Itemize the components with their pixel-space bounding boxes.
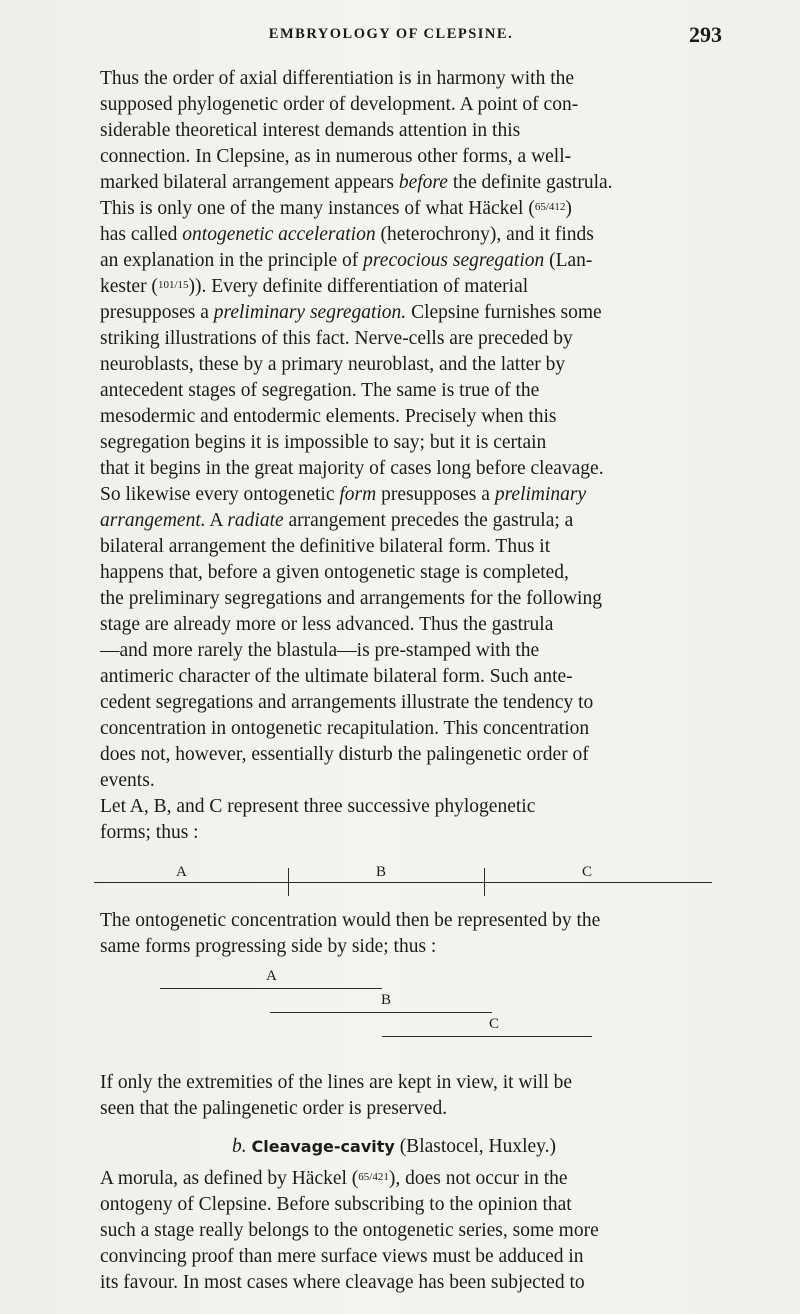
overlapping-forms-diagram — [76, 960, 712, 1070]
text-line: siderable theoretical interest demands attention in this — [100, 120, 521, 141]
section-number: b. — [231, 1136, 247, 1157]
text-line: that it begins in the great majority of cases long before cleavage. — [100, 458, 604, 479]
text-run: arrangement precedes the gastrula; a — [283, 510, 574, 531]
text-run: presupposes a — [100, 302, 214, 323]
text-run: the definite gastrula. — [447, 172, 613, 193]
text-run: A morula, as defined by Häckel ( — [100, 1168, 359, 1189]
text-line: —and more rarely the blastula—is pre-stamped with the — [100, 640, 540, 661]
text-line — [76, 482, 712, 508]
italic-text: arrangement. — [100, 510, 206, 531]
label-b: B — [376, 864, 387, 880]
text-line: its favour. In most cases where cleavage has been subjected to — [100, 1272, 585, 1293]
label-b: B — [381, 992, 392, 1008]
section-subtitle: (Blastocel, Huxley.) — [399, 1136, 557, 1157]
text-line: supposed phylogenetic order of development. A point of con- — [100, 94, 579, 115]
successive-forms-diagram — [76, 846, 712, 908]
paragraph-successive-forms — [76, 794, 712, 846]
line-b — [288, 882, 484, 883]
italic-text: preliminary segregation. — [213, 302, 407, 323]
text-line: cedent segregations and arrangements illustrate the tendency to — [100, 692, 594, 713]
text-line: forms; thus : — [100, 822, 199, 843]
text-run: ), does not occur in the — [388, 1168, 568, 1189]
text-line: ontogeny of Clepsine. Before subscribing to the opinion that — [100, 1194, 572, 1215]
line-c — [382, 1036, 592, 1037]
italic-text: before — [398, 172, 448, 193]
line-a — [94, 882, 288, 883]
text-run: marked bilateral arrangement appears — [100, 172, 399, 193]
text-run: (Lan- — [544, 250, 593, 271]
text-line: mesodermic and entodermic elements. Precisely when this — [100, 406, 557, 427]
italic-text: precocious segregation — [363, 250, 545, 271]
reference-fraction: 65/421 — [358, 1171, 389, 1183]
paragraph-extremities — [76, 1070, 712, 1122]
text-run: presupposes a — [376, 484, 495, 505]
label-a: A — [266, 968, 277, 984]
reference-fraction: 65/412 — [534, 201, 566, 213]
line-b — [270, 1012, 492, 1013]
italic-text: form — [339, 484, 377, 505]
text-line: antimeric character of the ultimate bilateral form. Such ante- — [100, 666, 573, 687]
label-c: C — [489, 1016, 500, 1032]
text-line: concentration in ontogenetic recapitulation. This concentration — [100, 718, 590, 739]
page-header — [70, 22, 722, 50]
text-line — [76, 196, 712, 222]
paragraph-morula — [76, 1166, 712, 1296]
text-run: This is only one of the many instances of what Häckel ( — [100, 198, 535, 219]
text-line: does not, however, essentially disturb the palingenetic order of — [100, 744, 589, 765]
text-line: the preliminary segregations and arrangements for the following — [100, 588, 602, 609]
text-line: seen that the palingenetic order is preserved. — [100, 1098, 448, 1119]
text-line: Thus the order of axial differentiation is in harmony with the — [100, 68, 575, 89]
text-run: Clepsine furnishes some — [406, 302, 602, 323]
section-title: Cleavage-cavity — [251, 1137, 395, 1156]
text-line: bilateral arrangement the definitive bilateral form. Thus it — [100, 536, 551, 557]
text-run: )). Every definite differentiation of material — [188, 276, 529, 297]
label-c: C — [582, 864, 593, 880]
italic-text: preliminary — [494, 484, 587, 505]
text-line: antecedent stages of segregation. The same is true of the — [100, 380, 540, 401]
text-line: If only the extremities of the lines are kept in view, it will be — [100, 1072, 573, 1093]
text-line — [76, 248, 712, 274]
text-run: an explanation in the principle of — [100, 250, 364, 271]
line-c — [484, 882, 712, 883]
paragraph-ontogenetic-concentration — [76, 908, 712, 960]
text-run: (heterochrony), and it finds — [375, 224, 594, 245]
page-body — [76, 66, 712, 1296]
italic-text: ontogenetic acceleration — [182, 224, 376, 245]
text-line: connection. In Clepsine, as in numerous other forms, a well- — [100, 146, 572, 167]
text-line — [76, 274, 712, 300]
text-line: such a stage really belongs to the ontogenetic series, some more — [100, 1220, 599, 1241]
running-head: EMBRYOLOGY OF CLEPSINE. — [268, 26, 514, 42]
text-line: striking illustrations of this fact. Nerve-cells are preceded by — [100, 328, 573, 349]
text-line — [76, 300, 712, 326]
text-line — [76, 1166, 712, 1192]
text-run: A — [205, 510, 228, 531]
text-line: segregation begins it is impossible to say; but it is certain — [100, 432, 547, 453]
label-a: A — [176, 864, 187, 880]
text-line: The ontogenetic concentration would then be represented by the — [100, 910, 601, 931]
section-heading — [76, 1134, 712, 1160]
text-run: kester ( — [100, 276, 158, 297]
reference-fraction: 101/15 — [157, 279, 189, 291]
text-line: stage are already more or less advanced. Thus the gastrula — [100, 614, 554, 635]
italic-text: radiate — [227, 510, 284, 531]
text-line — [76, 170, 712, 196]
text-run: has called — [100, 224, 183, 245]
text-line — [76, 508, 712, 534]
text-run: ) — [565, 198, 572, 219]
text-line: happens that, before a given ontogenetic stage is completed, — [100, 562, 569, 583]
text-line: Let A, B, and C represent three successive phylogenetic — [100, 796, 536, 817]
text-line: same forms progressing side by side; thus : — [100, 936, 437, 957]
page-number: 293 — [689, 22, 722, 47]
text-run: So likewise every ontogenetic — [100, 484, 340, 505]
text-line: events. — [100, 770, 155, 791]
paragraph-axial-differentiation — [76, 66, 712, 794]
text-line: convincing proof than mere surface views must be adduced in — [100, 1246, 584, 1267]
line-a — [160, 988, 382, 989]
text-line — [76, 222, 712, 248]
text-line: neuroblasts, these by a primary neuroblast, and the latter by — [100, 354, 566, 375]
